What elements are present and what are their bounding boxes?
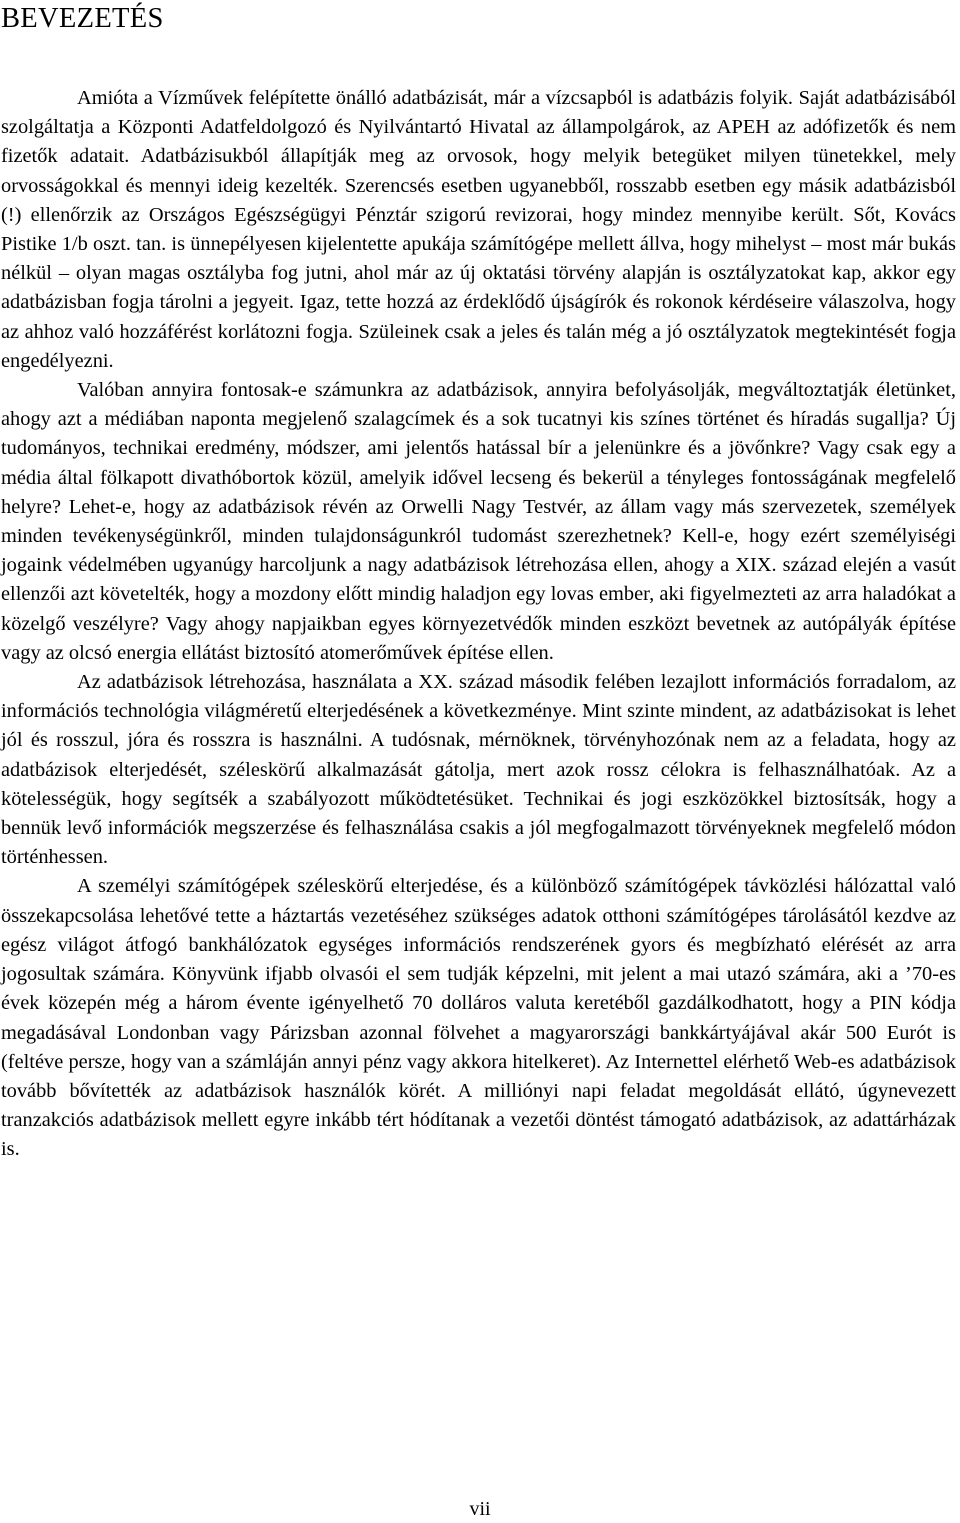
chapter-heading: BEVEZETÉS <box>1 3 164 34</box>
paragraph-3: Az adatbázisok létrehozása, használata a XX. század második felében lezajlott információs forradalom, az információs technológia világméretű elterjedésének a következménye. Mint szinte mindent, az adatbázisokat is lehet jól és rosszul, jóra és rosszra is használni. A tudósnak, mérnöknek, törvényhozónak nem az a feladata, hogy az adatbázisok elterjedését, széleskörű alkalmazását gátolja, mert azok rossz célokra is felhasználhatóak. Az a kötelességük, hogy segítsék a szabályozott működtetésüket. Technikai és jogi eszközökkel biztosítsák, hogy a bennük levő információk megszerzése és felhasználása csakis a jól megfogalmazott törvényeknek megfelelő módon történhessen. <box>1 671 956 869</box>
paragraph-1: Amióta a Vízművek felépítette önálló adatbázisát, már a vízcsapból is adatbázis folyik. Saját adatbázisából szolgáltatja a Központi Adatfeldolgozó és Nyilvántartó Hivatal az állampolgárok, az APEH az adófizetők és nem fizetők adatait. Adatbázisukból állapítják meg az orvosok, hogy melyik betegüket milyen tünetekkel, mely orvosságokkal és mennyi ideig kezelték. Szerencsés esetben ugyanebből, rosszabb esetben egy másik adatbázisból (!) ellenőrzik az Országos Egészségügyi Pénztár szigorú revizorai, hogy mindez mennyibe került. Sőt, Kovács Pistike 1/b oszt. tan. is ünnepélyesen kijelentette apukája számítógépe mellett állva, hogy mihelyst – most már bukás nélkül – olyan magas osztályba fog jutni, ahol már az új oktatási törvény alapján is osztályzatokat kap, akkor egy adatbázisban fogja tárolni a jegyeit. Igaz, tette hozzá az érdeklődő újságírók és rokonok kérdéseire válaszolva, hogy az ahhoz való hozzáférést korlátozni fogja. Szüleinek csak a jeles és talán még a jó osztályzatok megtekintését fogja engedélyezni. <box>1 87 956 372</box>
body-text <box>1 84 956 1165</box>
paragraph-2: Valóban annyira fontosak-e számunkra az adatbázisok, annyira befolyásolják, megváltoztatják életünket, ahogy azt a médiában naponta megjelenő szalagcímek és a sok tucatnyi kis színes történet és híradás sugallja? Új tudományos, technikai eredmény, módszer, ami jelentős hatással bír a jelenünkre és a jövőnkre? Vagy csak egy a média által fölkapott divathóbortok közül, amelyik idővel lecseng és bekerül a tényleges fontosságának megfelelő helyre? Lehet-e, hogy az adatbázisok révén az Orwelli Nagy Testvér, az állam vagy más szervezetek, személyek minden tevékenységünkről, minden tulajdonságunkról tudomást szerezhetnek? Kell-e, hogy ezért személyiségi jogaink védelmében ugyanúgy harcoljunk a nagy adatbázisok létrehozása ellen, ahogy a XIX. század elején a vasút ellenzői azt követelték, hogy a mozdony előtt mindig haladjon egy lovas ember, aki figyelmezteti az arra haladókat a közelgő veszélyre? Vagy ahogy napjaikban egyes környezetvédők minden eszközt bevetnek az autópályák építése vagy az olcsó energia ellátást biztosító atomerőművek építése ellen. <box>1 379 956 664</box>
page-number: vii <box>469 1498 491 1520</box>
paragraph-4: A személyi számítógépek széleskörű elterjedése, és a különböző számítógépek távközlési hálózattal való összekapcsolása lehetővé tette a háztartás vezetéséhez szükséges adatok otthoni számítógépes tárolásától kezdve az egész világot átfogó bankhálózatok egységes információs rendszerének gyors és megbízható elérését az arra jogosultak számára. Könyvünk ifjabb olvasói el sem tudják képzelni, mit jelent a mai utazó számára, aki a ’70-es évek közepén még a három évente igényelhető 70 dolláros valuta keretéből gazdálkodhatott, hogy a PIN kódja megadásával Londonban vagy Párizsban azonnal fölvehet a magyarországi bankkártyájával akár 500 Eurót is (feltéve persze, hogy van a számláján annyi pénz vagy akkora hitelkeret). Az Internettel elérhető Web-es adatbázisok tovább bővítették az adatbázisok használók körét. A milliónyi napi feladat megoldását ellátó, úgynevezett tranzakciós adatbázisok mellett egyre inkább tért hódítanak a vezetői döntést támogató adatbázisok, az adattárházak is. <box>1 875 956 1161</box>
